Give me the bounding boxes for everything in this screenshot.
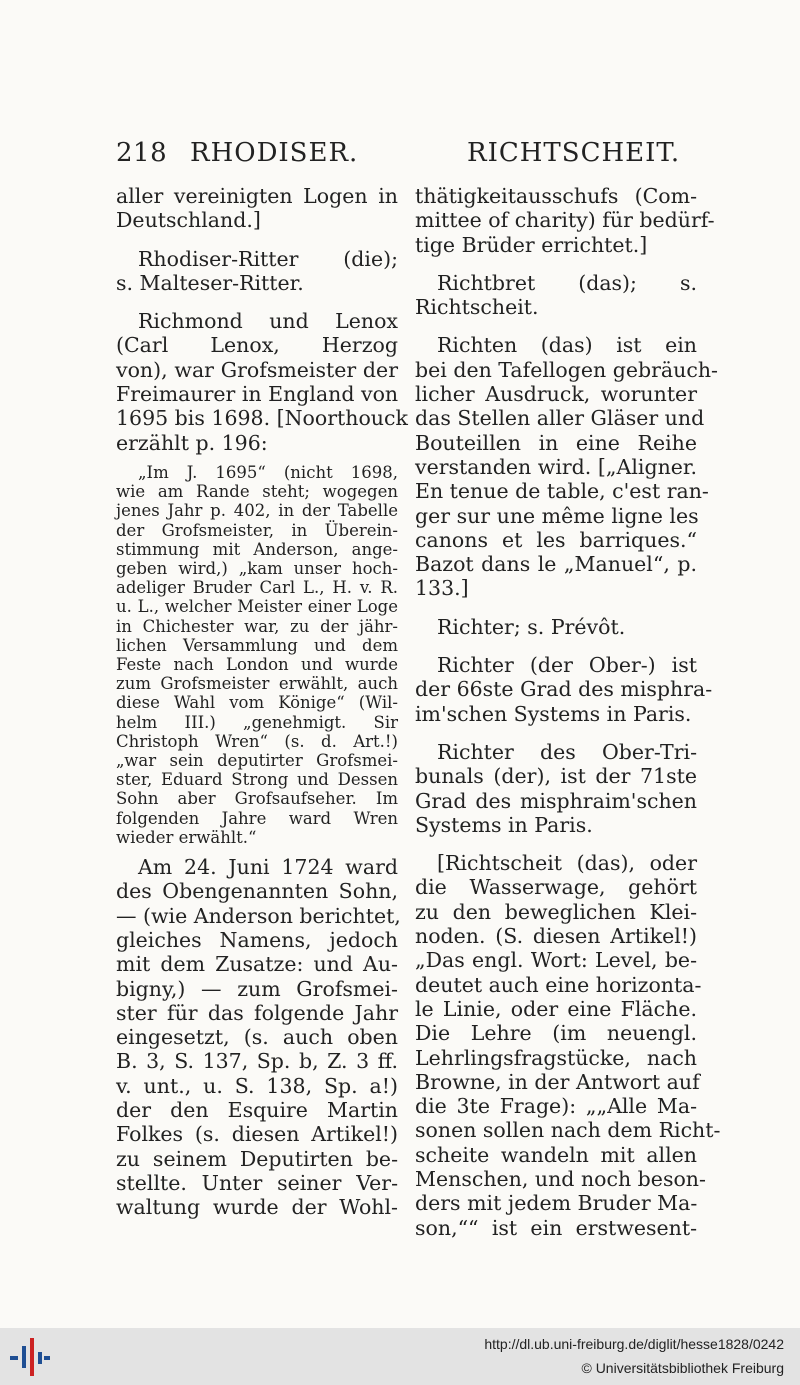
text-line: adeliger Bruder Carl L., H. v. R. (116, 578, 398, 598)
text-line: folgenden Jahre ward Wren (116, 808, 398, 828)
right-column (415, 184, 721, 1240)
text-line: mittee of charity) für bedürf- (415, 208, 715, 233)
text-line: thätigkeitausschufs (Com- (415, 184, 697, 208)
text-line: tige Brüder errichtet.] (415, 232, 648, 257)
text-line: mit dem Zusatze: und Au- (116, 952, 398, 977)
text-line: die 3te Frage): „„Alle Ma- (415, 1094, 697, 1119)
text-line: der Grofsmeister, in Überein- (116, 520, 398, 540)
text-line: zum Grofsmeister erwählt, auch (116, 674, 398, 694)
text-line: 1695 bis 1698. [Noorthouck (116, 406, 408, 431)
text-line: Bazot dans le „Manuel“, p. (415, 552, 697, 577)
entry-richtscheit (415, 851, 721, 1240)
text-line: erzählt p. 196: (116, 430, 268, 455)
text-line: ster für das folgende Jahr (116, 1000, 398, 1025)
text-line: „war sein deputirter Grofsmei- (116, 751, 398, 771)
library-logo-icon[interactable] (10, 1338, 50, 1376)
text-line: Richter (der Ober-) ist (437, 653, 697, 678)
text-line: verstanden wird. [„Aligner. (415, 454, 697, 479)
text-line: waltung wurde der Wohl- (116, 1195, 398, 1220)
text-line: in Chichester war, zu der jähr- (116, 616, 398, 636)
text-line: die Wasserwage, gehört (415, 875, 697, 900)
text-line: Richmond und Lenox (138, 309, 398, 334)
entry-richter-der-ober (415, 653, 713, 726)
text-line: jenes Jahr p. 402, in der Tabelle (116, 501, 398, 521)
text-line: ster, Eduard Strong und Dessen (116, 770, 398, 790)
text-line: des Obengenannten Sohn, (116, 879, 398, 904)
text-line: Deutschland.] (116, 208, 261, 233)
entry-richtbret (415, 271, 697, 320)
text-line: Grad des misphraim'schen (415, 788, 697, 813)
entry-richter-des-ober-tribunals (415, 740, 697, 837)
text-line: der 66ste Grad des misphra- (415, 677, 713, 702)
left-running-title: RHODISER. (190, 138, 359, 168)
text-line: „Das engl. Wort: Level, be- (415, 948, 697, 973)
text-line: (Carl Lenox, Herzog (116, 333, 398, 358)
text-line: stimmung mit Anderson, ange- (116, 539, 398, 559)
text-line: Christoph Wren“ (s. d. Art.!) (116, 731, 398, 751)
text-line: s. Malteser-Ritter. (116, 270, 304, 295)
text-line: Richtscheit. (415, 295, 539, 320)
text-line: [Richtscheit (das), oder (437, 851, 697, 876)
text-line: wie am Rande steht; wogegen (116, 482, 398, 502)
text-line: helm III.) „genehmigt. Sir (116, 712, 398, 732)
text-line: canons et les barriques.“ (415, 527, 697, 552)
paragraph (116, 184, 398, 233)
text-line: Richtbret (das); s. (437, 270, 697, 295)
text-line: ger sur une même ligne les (415, 503, 699, 528)
right-running-title: RICHTSCHEIT. (467, 138, 681, 168)
entry-richmond-und-lenox (116, 309, 408, 455)
text-line: Richter des Ober-Tri- (437, 739, 697, 764)
text-line: Freimaurer in England von (116, 382, 399, 407)
text-line: bigny,) — zum Grofsmei- (116, 976, 398, 1001)
text-line: Menschen, und noch beson- (415, 1166, 706, 1191)
text-line: von), war Grofsmeister der (116, 357, 398, 382)
text-line: v. unt., u. S. 138, Sp. a!) (116, 1073, 398, 1098)
text-line: zu seinem Deputirten be- (116, 1146, 398, 1171)
text-line: Browne, in der Antwort auf (415, 1069, 700, 1094)
text-line: le Linie, oder eine Fläche. (415, 996, 697, 1021)
text-line: „Im J. 1695“ (nicht 1698, (138, 462, 398, 482)
text-line: lichen Versammlung und dem (116, 635, 398, 655)
text-line: Richten (das) ist ein (437, 333, 697, 358)
text-line: Folkes (s. diesen Artikel!) (116, 1122, 398, 1147)
running-header (0, 138, 800, 178)
text-line: stellte. Unter seiner Ver- (116, 1170, 398, 1195)
text-line: zu den beweglichen Klei- (415, 899, 697, 924)
text-line: Richter; s. Prévôt. (437, 614, 626, 639)
text-line: u. L., welcher Meister einer Loge (116, 597, 398, 617)
text-line: im'schen Systems in Paris. (415, 701, 692, 726)
viewer-footer (0, 1328, 800, 1385)
text-line: sonen sollen nach dem Richt- (415, 1118, 721, 1143)
text-line: wieder erwählt.“ (116, 827, 257, 847)
left-column (116, 184, 408, 1220)
text-line: Feste nach London und wurde (116, 655, 398, 674)
text-line: Am 24. Juni 1724 ward (138, 855, 398, 880)
text-line: scheite wandeln mit allen (415, 1142, 697, 1167)
text-line: noden. (S. diesen Artikel!) (415, 924, 697, 949)
text-line: bunals (der), ist der 71ste (415, 764, 697, 789)
entry-richter (415, 615, 697, 639)
text-line: — (wie Anderson berichtet, (116, 903, 401, 928)
text-line: das Stellen aller Gläser und (415, 406, 705, 431)
paragraph-am-24-juni (116, 855, 401, 1220)
text-line: bei den Tafellogen gebräuch- (415, 357, 718, 382)
text-line: son,““ ist ein erstwesent- (415, 1215, 697, 1240)
text-line: deutet auch eine horizonta- (415, 972, 702, 997)
text-line: aller vereinigten Logen in (116, 184, 398, 208)
text-line: 133.] (415, 576, 469, 601)
text-line: En tenue de table, c'est ran- (415, 479, 709, 504)
text-line: Lehrlingsfragstücke, nach (415, 1045, 697, 1070)
permalink-url[interactable]: http://dl.ub.uni-freiburg.de/diglit/hesse1828/0242 (484, 1336, 784, 1352)
text-line: Bouteillen in eine Reihe (415, 430, 697, 455)
paragraph (415, 184, 715, 257)
page-number: 218 (116, 138, 168, 168)
text-line: B. 3, S. 137, Sp. b, Z. 3 ff. (116, 1049, 398, 1074)
text-line: eingesetzt, (s. auch oben (116, 1025, 398, 1050)
text-line: Die Lehre (im neuengl. (415, 1021, 697, 1046)
copyright-notice: © Universitätsbibliothek Freiburg (581, 1360, 784, 1376)
quotation-block (116, 463, 398, 847)
text-line: Systems in Paris. (415, 812, 593, 837)
text-line: der den Esquire Martin (116, 1098, 398, 1122)
text-line: licher Ausdruck, worunter (415, 382, 697, 407)
text-line: Sohn aber Grofsaufseher. Im (116, 789, 398, 809)
entry-richten (415, 333, 718, 601)
text-line: gleiches Namens, jedoch (116, 927, 398, 952)
text-line: geben wird,) „kam unser hoch- (116, 558, 398, 578)
entry-rhodiser-ritter (116, 247, 398, 296)
text-line: Rhodiser-Ritter (die); (138, 246, 398, 271)
text-line: diese Wahl vom Könige“ (Wil- (116, 693, 398, 713)
text-line: ders mit jedem Bruder Ma- (415, 1191, 698, 1216)
